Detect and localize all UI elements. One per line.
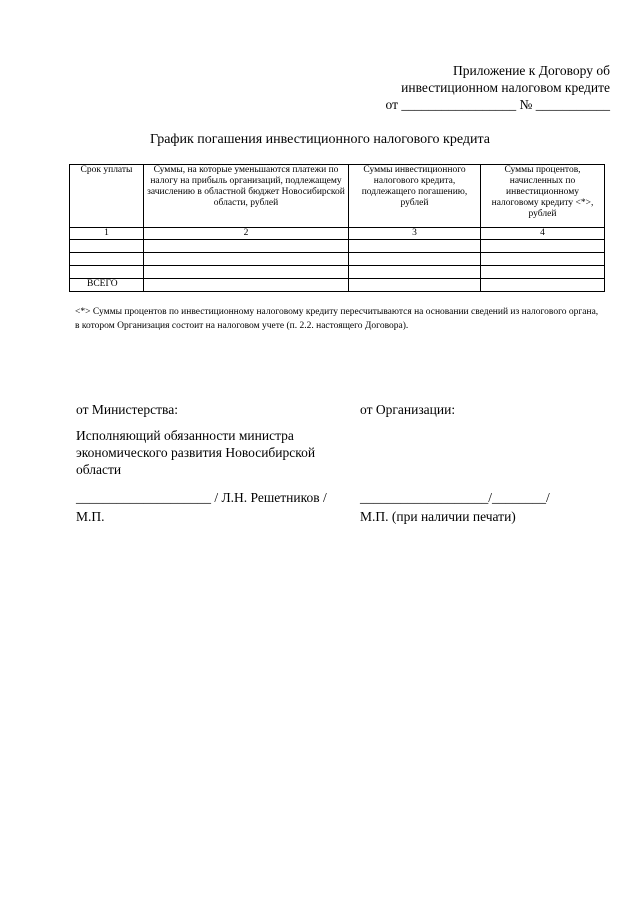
- table-cell: [349, 240, 481, 253]
- table-cell: [481, 253, 605, 266]
- table-cell: [70, 266, 144, 279]
- header-interest-amount: Суммы процентов, начисленных по инвестиционному налоговому кредиту <*>, рублей: [481, 165, 605, 228]
- table-header-row: [70, 165, 605, 228]
- column-number: 4: [481, 228, 605, 240]
- header-tax-reduction: Суммы, на которые уменьшаются платежи по налогу на прибыль организаций, подлежащему зачислению в областной бюджет Новосибирской области, рублей: [144, 165, 349, 228]
- table-cell: [349, 253, 481, 266]
- repayment-schedule-table: [69, 164, 605, 292]
- ministry-stamp-label: М.П.: [76, 509, 105, 524]
- column-number: 2: [144, 228, 349, 240]
- table-cell: [144, 266, 349, 279]
- column-number: 1: [70, 228, 144, 240]
- table-cell: [481, 240, 605, 253]
- appendix-line-3: от _________________ № ___________: [385, 97, 610, 112]
- table-cell: [70, 253, 144, 266]
- ministry-position: Исполняющий обязанности министра экономического развития Новосибирской области: [76, 428, 316, 477]
- table-cell: [144, 279, 349, 292]
- table-total-row: [70, 279, 605, 292]
- table-row: [70, 266, 605, 279]
- table-row: [70, 253, 605, 266]
- footnote: <*> Суммы процентов по инвестиционному налоговому кредиту пересчитываются на основании сведений из налогового органа, в котором Организация состоит на налоговом учете (п. 2.2. настоящего Договора).: [75, 307, 599, 331]
- table-cell: [481, 266, 605, 279]
- document-title: График погашения инвестиционного налогового кредита: [150, 132, 490, 147]
- organization-heading: от Организации:: [360, 402, 456, 417]
- table-cell: [70, 240, 144, 253]
- table-cell: [144, 253, 349, 266]
- header-credit-amount: Суммы инвестиционного налогового кредита, подлежащего погашению, рублей: [349, 165, 481, 228]
- table-cell: [349, 279, 481, 292]
- organization-stamp-label: М.П. (при наличии печати): [360, 509, 516, 524]
- header-payment-term: Срок уплаты: [70, 165, 144, 228]
- column-number: 3: [349, 228, 481, 240]
- table-cell: [349, 266, 481, 279]
- table-number-row: [70, 228, 605, 240]
- table-cell: [481, 279, 605, 292]
- appendix-line-2: инвестиционном налоговом кредите: [401, 80, 610, 95]
- table-row: [70, 240, 605, 253]
- ministry-signature-line: ____________________ / Л.Н. Решетников /: [76, 490, 327, 505]
- organization-signature-line: ___________________/________/: [360, 490, 550, 505]
- ministry-heading: от Министерства:: [76, 402, 178, 417]
- appendix-line-1: Приложение к Договору об: [452, 63, 610, 78]
- appendix-header: [386, 62, 610, 113]
- table-cell: [144, 240, 349, 253]
- total-label: ВСЕГО: [70, 279, 144, 292]
